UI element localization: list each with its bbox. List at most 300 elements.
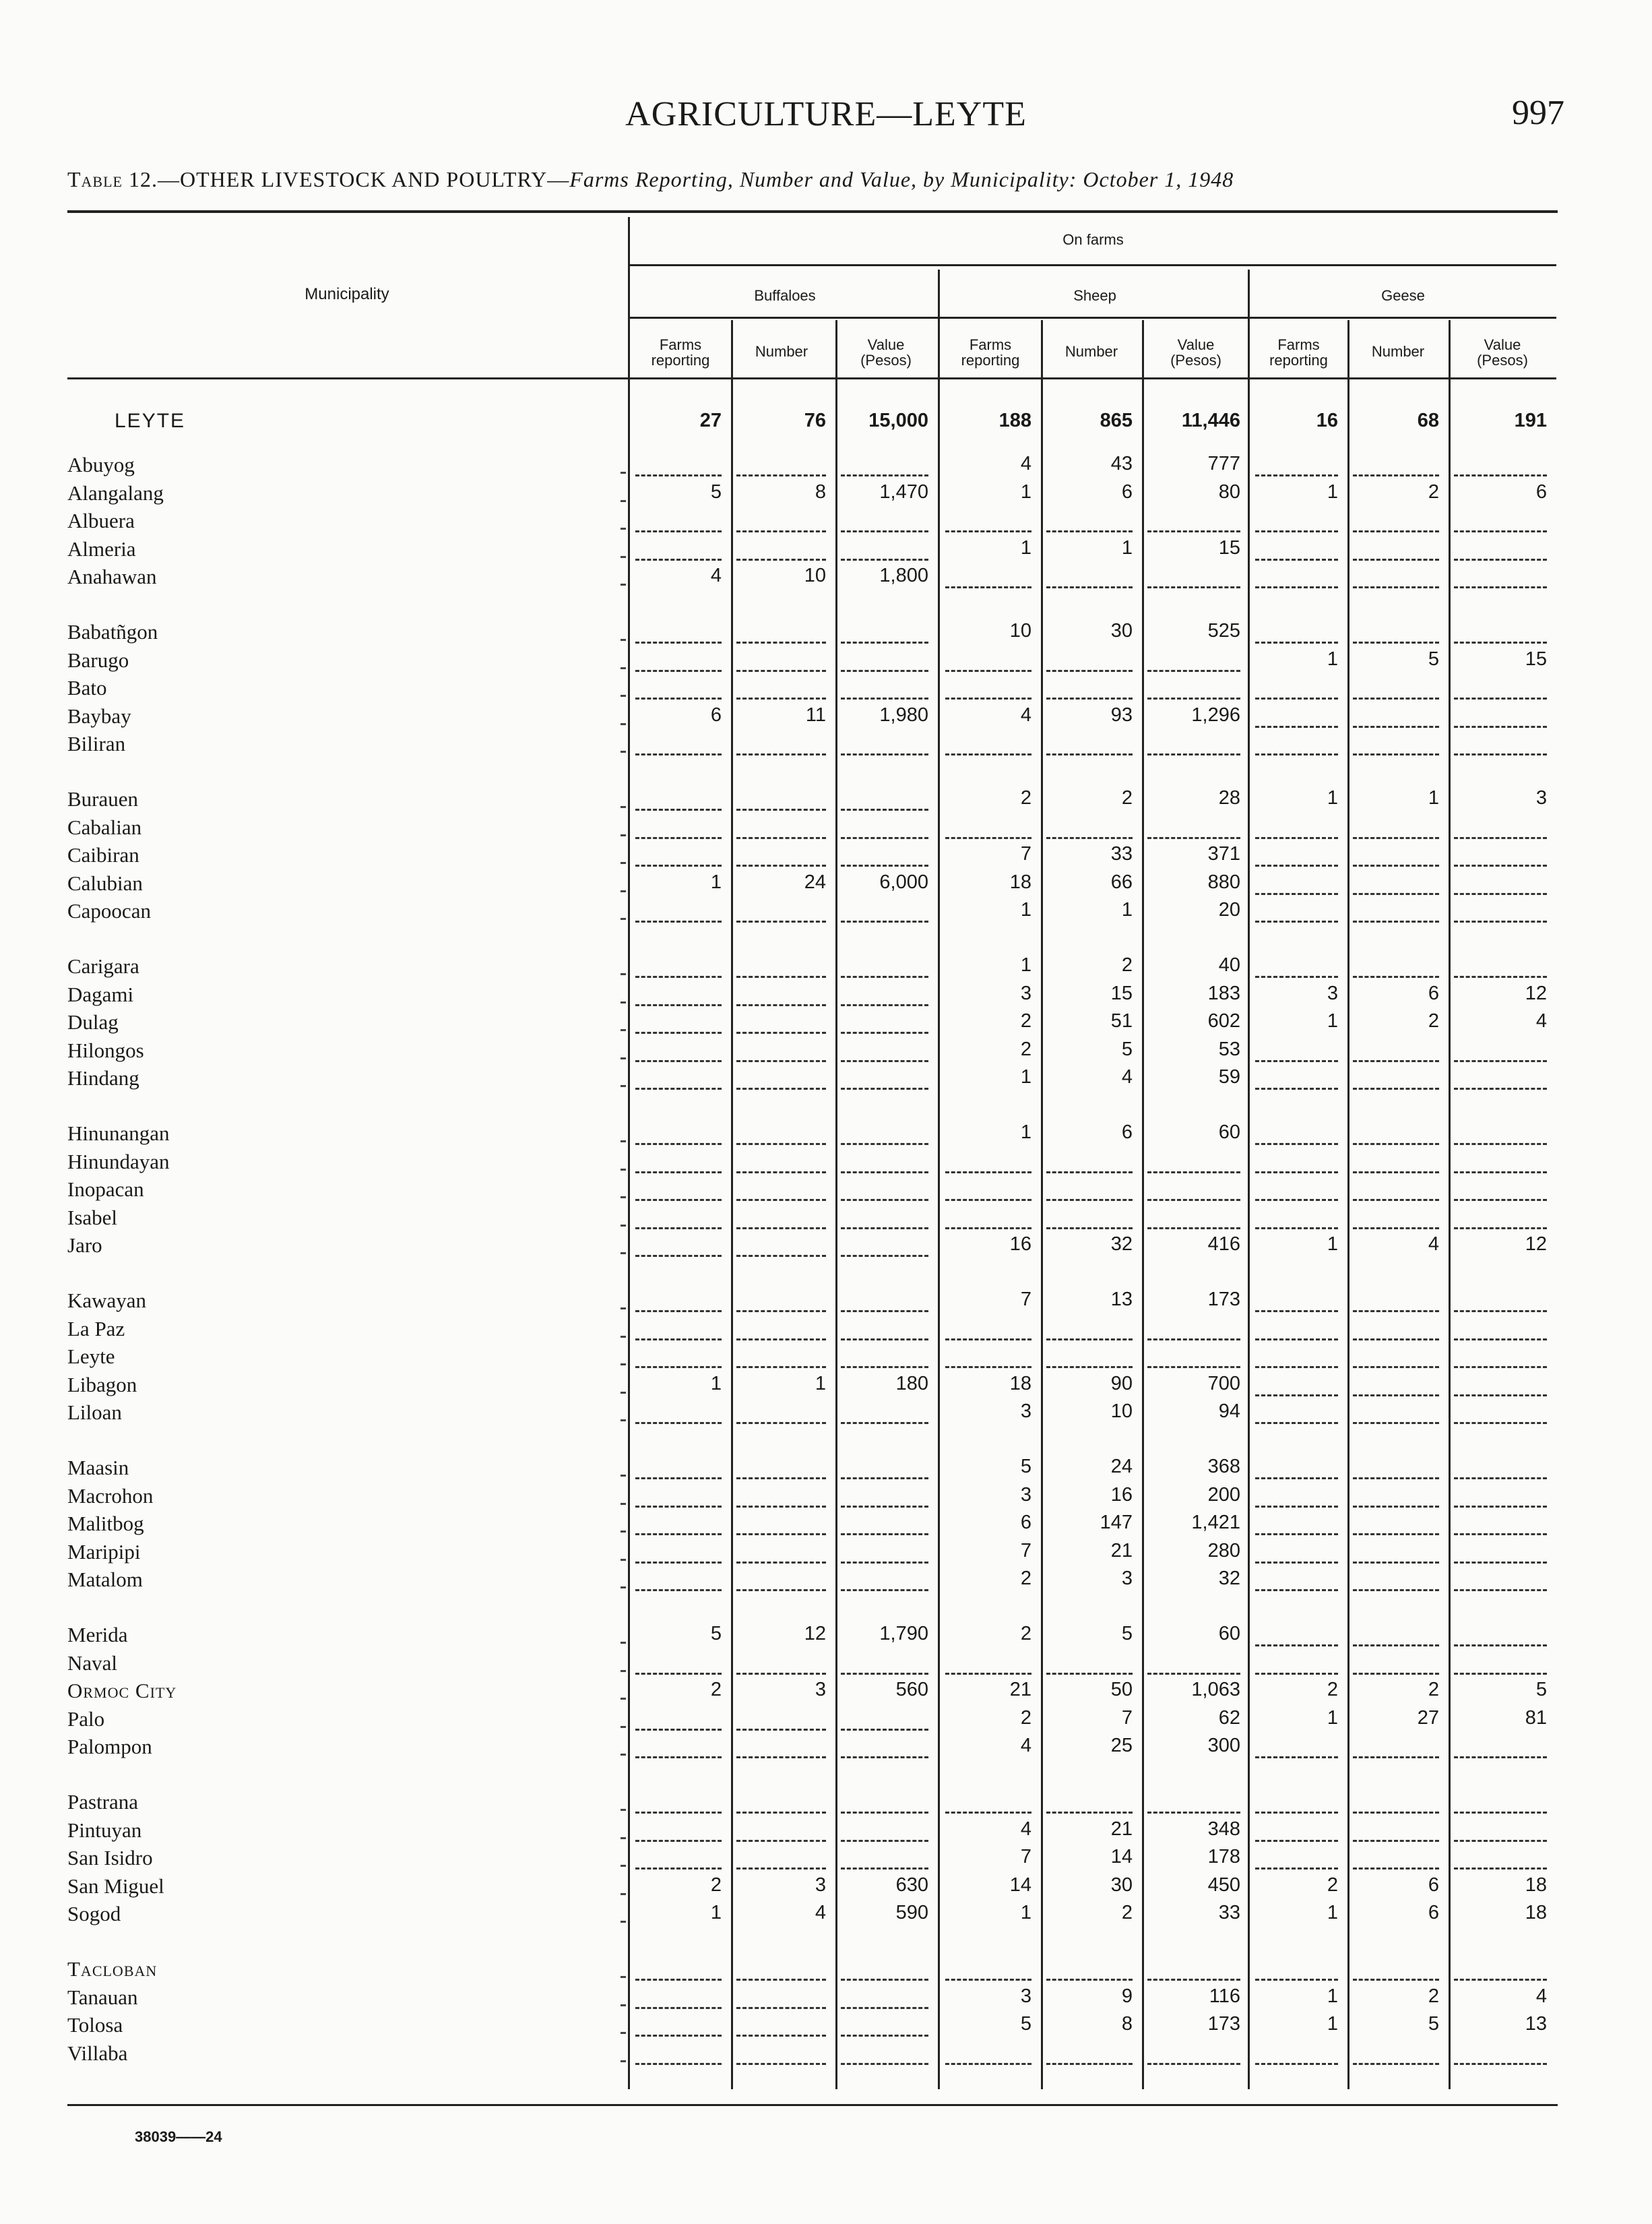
empty-cell-dash xyxy=(1454,698,1547,700)
table-cell: 1 xyxy=(1020,899,1031,921)
table-cell: 18 xyxy=(1525,1902,1547,1924)
table-cell: 416 xyxy=(1207,1233,1240,1256)
table-cell: 6 xyxy=(1121,1121,1133,1143)
table-cell: 53 xyxy=(1218,1038,1240,1060)
municipality-name: Ormoc City xyxy=(67,1679,177,1703)
table-row xyxy=(0,1454,1652,1483)
municipality-name: Barugo xyxy=(67,648,129,672)
table-cell: 6 xyxy=(1428,982,1439,1004)
municipality-name: Merida xyxy=(67,1623,128,1646)
empty-cell-dash xyxy=(841,1366,928,1368)
municipality-name: Cabalian xyxy=(67,815,142,839)
table-cell: 66 xyxy=(1110,871,1133,893)
empty-cell-dash xyxy=(736,1199,826,1201)
table-cell: 40 xyxy=(1218,954,1240,976)
table-cell: 560 xyxy=(895,1679,928,1701)
empty-cell-dash xyxy=(1353,586,1439,588)
table-cell: 2 xyxy=(1121,787,1133,809)
empty-cell-dash xyxy=(736,1227,826,1229)
table-cell: 18 xyxy=(1009,1372,1031,1394)
table-cell: 11,446 xyxy=(1181,410,1240,431)
empty-cell-dash xyxy=(736,1589,826,1591)
empty-cell-dash xyxy=(635,1004,722,1006)
empty-cell-dash xyxy=(736,559,826,561)
table-row xyxy=(0,1956,1652,1984)
table-row xyxy=(0,647,1652,675)
municipality-name: Hindang xyxy=(67,1066,139,1090)
empty-cell-dash xyxy=(1353,698,1439,700)
empty-cell-dash xyxy=(1147,1227,1240,1229)
table-cell: 9 xyxy=(1121,1985,1133,2007)
header-on-farms: On farms xyxy=(1062,231,1124,248)
empty-cell-dash xyxy=(1255,1867,1338,1870)
table-cell: 5 xyxy=(1535,1679,1547,1701)
table-cell: 2 xyxy=(1428,1010,1439,1032)
table-cell: 173 xyxy=(1207,1289,1240,1310)
empty-cell-dash xyxy=(635,530,722,532)
empty-cell-dash xyxy=(841,1032,928,1034)
table-cell: 1 xyxy=(1327,481,1338,503)
empty-cell-dash xyxy=(1255,1171,1338,1173)
empty-cell-dash xyxy=(736,474,826,476)
empty-cell-dash xyxy=(1046,1199,1133,1201)
table-cell: 1 xyxy=(710,1902,722,1924)
table-cell: 5 xyxy=(1428,648,1439,670)
empty-cell-dash xyxy=(1454,474,1547,476)
empty-cell-dash xyxy=(1454,1533,1547,1535)
table-cell: 2 xyxy=(1020,1623,1031,1644)
table-cell: 590 xyxy=(895,1902,928,1924)
table-cell: 94 xyxy=(1218,1400,1240,1423)
empty-cell-dash xyxy=(841,1673,928,1675)
table-cell: 13 xyxy=(1525,2013,1547,2035)
table-row xyxy=(0,1120,1652,1148)
empty-cell-dash xyxy=(635,753,722,755)
table-cell: 50 xyxy=(1110,1679,1133,1701)
empty-cell-dash xyxy=(1454,1506,1547,1508)
empty-cell-dash xyxy=(736,1477,826,1479)
table-cell: 4 xyxy=(1428,1233,1439,1256)
table-cell: 7 xyxy=(1020,1846,1031,1868)
empty-cell-dash xyxy=(1454,1867,1547,1870)
table-cell: 3 xyxy=(1327,982,1338,1004)
table-row xyxy=(0,1037,1652,1065)
caption-title: —OTHER LIVESTOCK AND POULTRY— xyxy=(158,167,570,191)
empty-cell-dash xyxy=(841,1422,928,1424)
empty-cell-dash xyxy=(945,2063,1031,2065)
empty-cell-dash xyxy=(1454,1422,1547,1424)
table-cell: 1,296 xyxy=(1191,704,1240,726)
municipality-name: Leyte xyxy=(67,1345,115,1369)
empty-cell-dash xyxy=(1353,1310,1439,1312)
empty-cell-dash xyxy=(841,1979,928,1981)
municipality-name: Hinunangan xyxy=(67,1121,170,1145)
empty-cell-dash xyxy=(736,1171,826,1173)
table-cell: 1 xyxy=(710,871,722,893)
empty-cell-dash xyxy=(1147,1366,1240,1368)
empty-cell-dash xyxy=(736,1060,826,1062)
empty-cell-dash xyxy=(736,1562,826,1564)
table-cell: 3 xyxy=(1020,1400,1031,1423)
table-row xyxy=(0,1343,1652,1371)
empty-cell-dash xyxy=(736,921,826,923)
empty-cell-dash xyxy=(1255,1812,1338,1814)
table-cell: 51 xyxy=(1110,1010,1133,1032)
table-row xyxy=(0,563,1652,592)
empty-cell-dash xyxy=(841,1255,928,1257)
table-row xyxy=(0,536,1652,564)
empty-cell-dash xyxy=(1454,1394,1547,1396)
table-cell: 5 xyxy=(1121,1038,1133,1060)
table-row xyxy=(0,1399,1652,1427)
empty-cell-dash xyxy=(841,1199,928,1201)
municipality-name: Maripipi xyxy=(67,1539,141,1564)
empty-cell-dash xyxy=(945,753,1031,755)
empty-cell-dash xyxy=(1255,1310,1338,1312)
table-cell: 1,470 xyxy=(879,481,928,503)
table-cell: 30 xyxy=(1110,1874,1133,1896)
table-row xyxy=(0,1065,1652,1093)
empty-cell-dash xyxy=(1255,530,1338,532)
municipality-name: Albuera xyxy=(67,509,135,533)
municipality-name: Caibiran xyxy=(67,843,139,867)
table-cell: 27 xyxy=(699,410,722,431)
empty-cell-dash xyxy=(841,2007,928,2009)
table-cell: 1,800 xyxy=(879,565,928,587)
table-cell: 10 xyxy=(1110,1400,1133,1423)
empty-cell-dash xyxy=(841,1143,928,1145)
table-row xyxy=(0,1984,1652,2012)
table-row xyxy=(0,1677,1652,1706)
empty-cell-dash xyxy=(945,530,1031,532)
empty-cell-dash xyxy=(1046,2063,1133,2065)
empty-cell-dash xyxy=(1255,559,1338,561)
table-cell: 15 xyxy=(1110,982,1133,1004)
table-cell: 280 xyxy=(1207,1539,1240,1562)
empty-cell-dash xyxy=(635,1032,722,1034)
empty-cell-dash xyxy=(1353,1812,1439,1814)
empty-cell-dash xyxy=(1255,1589,1338,1591)
empty-cell-dash xyxy=(736,865,826,867)
municipality-name: Naval xyxy=(67,1650,118,1675)
empty-cell-dash xyxy=(1454,1673,1547,1675)
table-cell: 93 xyxy=(1110,704,1133,726)
municipality-name: Libagon xyxy=(67,1372,137,1396)
empty-cell-dash xyxy=(736,1422,826,1424)
empty-cell-dash xyxy=(635,1756,722,1758)
empty-cell-dash xyxy=(1046,1366,1133,1368)
empty-cell-dash xyxy=(1353,976,1439,978)
empty-cell-dash xyxy=(1353,1979,1439,1981)
table-cell: 15,000 xyxy=(868,410,928,431)
table-row xyxy=(0,619,1652,647)
empty-cell-dash xyxy=(841,976,928,978)
empty-cell-dash xyxy=(841,1060,928,1062)
empty-cell-dash xyxy=(1353,1227,1439,1229)
empty-cell-dash xyxy=(1353,559,1439,561)
empty-cell-dash xyxy=(635,2035,722,2037)
empty-cell-dash xyxy=(1454,642,1547,644)
empty-cell-dash xyxy=(1353,1171,1439,1173)
table-cell: 3 xyxy=(1121,1568,1133,1590)
table-cell: 8 xyxy=(815,481,826,503)
table-cell: 16 xyxy=(1316,410,1338,431)
table-cell: 371 xyxy=(1207,843,1240,865)
municipality-name: Liloan xyxy=(67,1400,122,1425)
municipality-name: San Miguel xyxy=(67,1874,164,1898)
empty-cell-dash xyxy=(1454,1366,1547,1368)
empty-cell-dash xyxy=(1353,726,1439,728)
table-cell: 200 xyxy=(1207,1483,1240,1506)
empty-cell-dash xyxy=(736,1979,826,1981)
table-cell: 4 xyxy=(815,1902,826,1924)
table-cell: 5 xyxy=(710,481,722,503)
empty-cell-dash xyxy=(1454,726,1547,728)
empty-cell-dash xyxy=(635,1979,722,1981)
table-cell: 14 xyxy=(1009,1874,1031,1896)
table-cell: 6 xyxy=(1428,1874,1439,1896)
empty-cell-dash xyxy=(1454,1088,1547,1090)
empty-cell-dash xyxy=(736,1004,826,1006)
table-cell: 4 xyxy=(1020,453,1031,474)
empty-cell-dash xyxy=(635,1533,722,1535)
table-cell: 4 xyxy=(1020,704,1031,726)
municipality-name: Malitbog xyxy=(67,1512,144,1536)
empty-cell-dash xyxy=(1454,1589,1547,1591)
table-row xyxy=(0,1510,1652,1539)
municipality-name: Bato xyxy=(67,676,107,700)
empty-cell-dash xyxy=(1454,865,1547,867)
municipality-name: Inopacan xyxy=(67,1177,144,1202)
empty-cell-dash xyxy=(1046,1673,1133,1675)
header-value-pesos: Value (Pesos) xyxy=(860,336,912,369)
municipality-name: San Isidro xyxy=(67,1846,153,1870)
empty-cell-dash xyxy=(1046,837,1133,839)
empty-cell-dash xyxy=(1255,1394,1338,1396)
table-cell: 450 xyxy=(1207,1874,1240,1896)
header-farms-reporting: Farms reporting xyxy=(961,336,1020,369)
table-row xyxy=(0,870,1652,898)
empty-cell-dash xyxy=(1255,474,1338,476)
page-number: 997 xyxy=(1512,94,1564,132)
empty-cell-dash xyxy=(841,921,928,923)
empty-cell-dash xyxy=(736,809,826,811)
empty-cell-dash xyxy=(945,1199,1031,1201)
table-cell: 76 xyxy=(804,410,826,431)
table-row xyxy=(0,1204,1652,1233)
table-cell: 90 xyxy=(1110,1372,1133,1394)
table-cell: 60 xyxy=(1218,1121,1240,1143)
municipality-name: Hilongos xyxy=(67,1038,144,1062)
table-cell: 3 xyxy=(1020,1985,1031,2007)
municipality-name: Anahawan xyxy=(67,565,157,589)
table-cell: 1,063 xyxy=(1191,1679,1240,1701)
table-cell: 6 xyxy=(710,704,722,726)
empty-cell-dash xyxy=(1255,1088,1338,1090)
table-cell: 6 xyxy=(1121,481,1133,503)
table-cell: 5 xyxy=(1428,2013,1439,2035)
municipality-name: Babatñgon xyxy=(67,620,158,644)
empty-cell-dash xyxy=(1353,642,1439,644)
empty-cell-dash xyxy=(1454,1143,1547,1145)
municipality-name: Capoocan xyxy=(67,899,151,923)
empty-cell-dash xyxy=(635,474,722,476)
empty-cell-dash xyxy=(1255,976,1338,978)
table-cell: 300 xyxy=(1207,1735,1240,1757)
empty-cell-dash xyxy=(1454,586,1547,588)
table-cell: 2 xyxy=(1020,1706,1031,1729)
empty-cell-dash xyxy=(736,2007,826,2009)
municipality-name: Biliran xyxy=(67,732,126,756)
table-cell: 28 xyxy=(1218,787,1240,809)
empty-cell-dash xyxy=(1255,586,1338,588)
empty-cell-dash xyxy=(841,1867,928,1870)
empty-cell-dash xyxy=(1353,1867,1439,1870)
table-cell: 1 xyxy=(1020,1902,1031,1924)
empty-cell-dash xyxy=(841,837,928,839)
header-number: Number xyxy=(1065,343,1118,360)
empty-cell-dash xyxy=(736,1338,826,1340)
header-farms-reporting: Farms reporting xyxy=(1269,336,1328,369)
empty-cell-dash xyxy=(1454,1171,1547,1173)
table-row xyxy=(0,731,1652,759)
empty-cell-dash xyxy=(1147,530,1240,532)
empty-cell-dash xyxy=(1255,837,1338,839)
table-cell: 178 xyxy=(1207,1846,1240,1868)
empty-cell-dash xyxy=(1454,2063,1547,2065)
empty-cell-dash xyxy=(841,1729,928,1731)
empty-cell-dash xyxy=(635,2007,722,2009)
empty-cell-dash xyxy=(736,670,826,672)
empty-cell-dash xyxy=(635,1088,722,1090)
table-cell: 1 xyxy=(815,1372,826,1394)
table-cell: 21 xyxy=(1110,1818,1133,1840)
table-cell: 68 xyxy=(1417,410,1439,431)
empty-cell-dash xyxy=(736,1143,826,1145)
municipality-name: La Paz xyxy=(67,1316,125,1340)
empty-cell-dash xyxy=(635,1255,722,1257)
empty-cell-dash xyxy=(1353,474,1439,476)
table-cell: 3 xyxy=(815,1679,826,1701)
empty-cell-dash xyxy=(1353,1562,1439,1564)
table-row xyxy=(0,1009,1652,1037)
table-cell: 14 xyxy=(1110,1846,1133,1868)
empty-cell-dash xyxy=(1454,1562,1547,1564)
empty-cell-dash xyxy=(1353,1756,1439,1758)
empty-cell-dash xyxy=(841,1840,928,1842)
empty-cell-dash xyxy=(1454,1812,1547,1814)
empty-cell-dash xyxy=(1255,753,1338,755)
table-cell: 1,980 xyxy=(879,704,928,726)
table-cell: 180 xyxy=(895,1372,928,1394)
municipality-name: Dagami xyxy=(67,982,134,1006)
empty-cell-dash xyxy=(841,530,928,532)
empty-cell-dash xyxy=(736,1729,826,1731)
empty-cell-dash xyxy=(1255,726,1338,728)
empty-cell-dash xyxy=(635,2063,722,2065)
empty-cell-dash xyxy=(1046,1979,1133,1981)
empty-cell-dash xyxy=(1454,1199,1547,1201)
table-cell: 1 xyxy=(1020,954,1031,976)
table-cell: 4 xyxy=(1020,1818,1031,1840)
empty-cell-dash xyxy=(1046,530,1133,532)
table-cell: 27 xyxy=(1417,1706,1439,1729)
empty-cell-dash xyxy=(1147,837,1240,839)
municipality-name: Hinundayan xyxy=(67,1149,170,1173)
municipality-name: Palompon xyxy=(67,1735,152,1759)
municipality-name: Burauen xyxy=(67,787,139,811)
empty-cell-dash xyxy=(945,1171,1031,1173)
header-number: Number xyxy=(1371,343,1425,360)
empty-cell-dash xyxy=(635,1812,722,1814)
caption-label: Table 12. xyxy=(67,167,158,191)
empty-cell-dash xyxy=(736,837,826,839)
table-cell: 1 xyxy=(1121,899,1133,921)
table-cell: 183 xyxy=(1207,982,1240,1004)
table-cell: 348 xyxy=(1207,1818,1240,1840)
municipality-name: Alangalang xyxy=(67,481,164,505)
municipality-name: Matalom xyxy=(67,1568,143,1592)
municipality-name: Maasin xyxy=(67,1456,129,1479)
table-row xyxy=(0,1873,1652,1901)
table-row xyxy=(0,507,1652,536)
municipality-name: Sogod xyxy=(67,1902,121,1926)
empty-cell-dash xyxy=(1353,1589,1439,1591)
empty-cell-dash xyxy=(945,1227,1031,1229)
table-row xyxy=(0,1845,1652,1873)
empty-cell-dash xyxy=(1353,1394,1439,1396)
empty-cell-dash xyxy=(635,1562,722,1564)
table-cell: 630 xyxy=(895,1874,928,1896)
table-cell: 602 xyxy=(1207,1010,1240,1032)
table-row xyxy=(0,1371,1652,1400)
empty-cell-dash xyxy=(1454,530,1547,532)
table-cell: 1 xyxy=(1327,648,1338,670)
table-cell: 12 xyxy=(1525,982,1547,1004)
empty-cell-dash xyxy=(1353,1143,1439,1145)
table-cell: 8 xyxy=(1121,2013,1133,2035)
table-cell: 1 xyxy=(1020,536,1031,559)
table-cell: 147 xyxy=(1100,1512,1133,1534)
empty-cell-dash xyxy=(635,1506,722,1508)
empty-cell-dash xyxy=(841,1477,928,1479)
municipality-name: Almeria xyxy=(67,536,136,561)
rule-under-header xyxy=(67,377,1556,379)
table-cell: 1 xyxy=(1327,1010,1338,1032)
table-cell: 33 xyxy=(1110,843,1133,865)
empty-cell-dash xyxy=(1454,1979,1547,1981)
municipality-name: Villaba xyxy=(67,2041,128,2065)
empty-cell-dash xyxy=(1353,893,1439,895)
table-cell: 18 xyxy=(1525,1874,1547,1896)
municipality-name: Carigara xyxy=(67,954,139,978)
rule-under-on-farms xyxy=(630,264,1556,266)
empty-cell-dash xyxy=(841,809,928,811)
table-row xyxy=(0,452,1652,480)
empty-cell-dash xyxy=(841,559,928,561)
table-cell: 1 xyxy=(1327,2013,1338,2035)
table-cell: 2 xyxy=(1020,1038,1031,1060)
empty-cell-dash xyxy=(635,921,722,923)
table-cell: 1 xyxy=(1020,1066,1031,1088)
empty-cell-dash xyxy=(736,1088,826,1090)
table-cell: 3 xyxy=(815,1874,826,1896)
table-cell: 1 xyxy=(1327,787,1338,809)
empty-cell-dash xyxy=(1255,2063,1338,2065)
table-cell: 777 xyxy=(1207,453,1240,474)
table-cell: 2 xyxy=(1020,787,1031,809)
table-cell: 10 xyxy=(804,565,826,587)
